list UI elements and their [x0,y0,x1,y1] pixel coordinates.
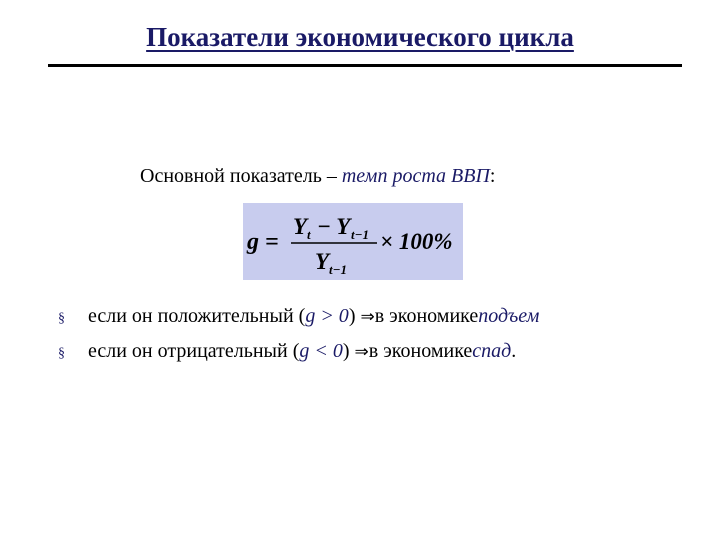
bullet-condition: g < 0 [299,340,343,362]
formula-numerator-y: Y [293,214,308,239]
bullet-text-after: в экономике [374,305,479,327]
formula-numerator-sub-t-minus-1: t−1 [351,227,369,242]
bullet-end: . [511,340,517,362]
main-indicator-suffix: : [489,165,496,187]
bullet-result: подъем [478,305,540,327]
main-indicator-line [140,165,495,188]
bullet-text-before: если он отрицательный ( [88,340,300,362]
slide-title: Показатели экономического цикла [146,22,574,52]
list-item-positive [58,300,539,335]
formula-numerator-minus-y: − Y [317,214,351,239]
formula-denominator-sub: t−1 [329,262,347,277]
bullet-text-before: если он положительный ( [88,305,306,327]
title-divider [48,64,682,67]
bullet-text-mid: ) [348,305,356,327]
main-indicator-prefix: Основной показатель – [140,165,342,187]
bullet-text-after: в экономике [368,340,473,362]
implies-arrow-icon: ⇒ [354,342,369,362]
formula-denominator-y: Y [315,249,330,274]
bullet-result: спад [472,340,512,362]
growth-rate-formula [243,203,463,280]
formula-numerator-sub-t: t [307,227,311,242]
bullet-marker-icon: § [58,346,65,361]
implies-arrow-icon: ⇒ [360,307,375,327]
list-item-negative [58,335,539,370]
formula-multiplier: × 100% [380,229,453,254]
formula-graphic [243,203,463,280]
bullet-list [58,300,539,370]
bullet-text-mid: ) [342,340,350,362]
formula-lhs: g = [247,229,279,255]
bullet-marker-icon: § [58,311,65,326]
main-indicator-term: темп роста ВВП [341,165,490,187]
bullet-condition: g > 0 [305,305,349,327]
